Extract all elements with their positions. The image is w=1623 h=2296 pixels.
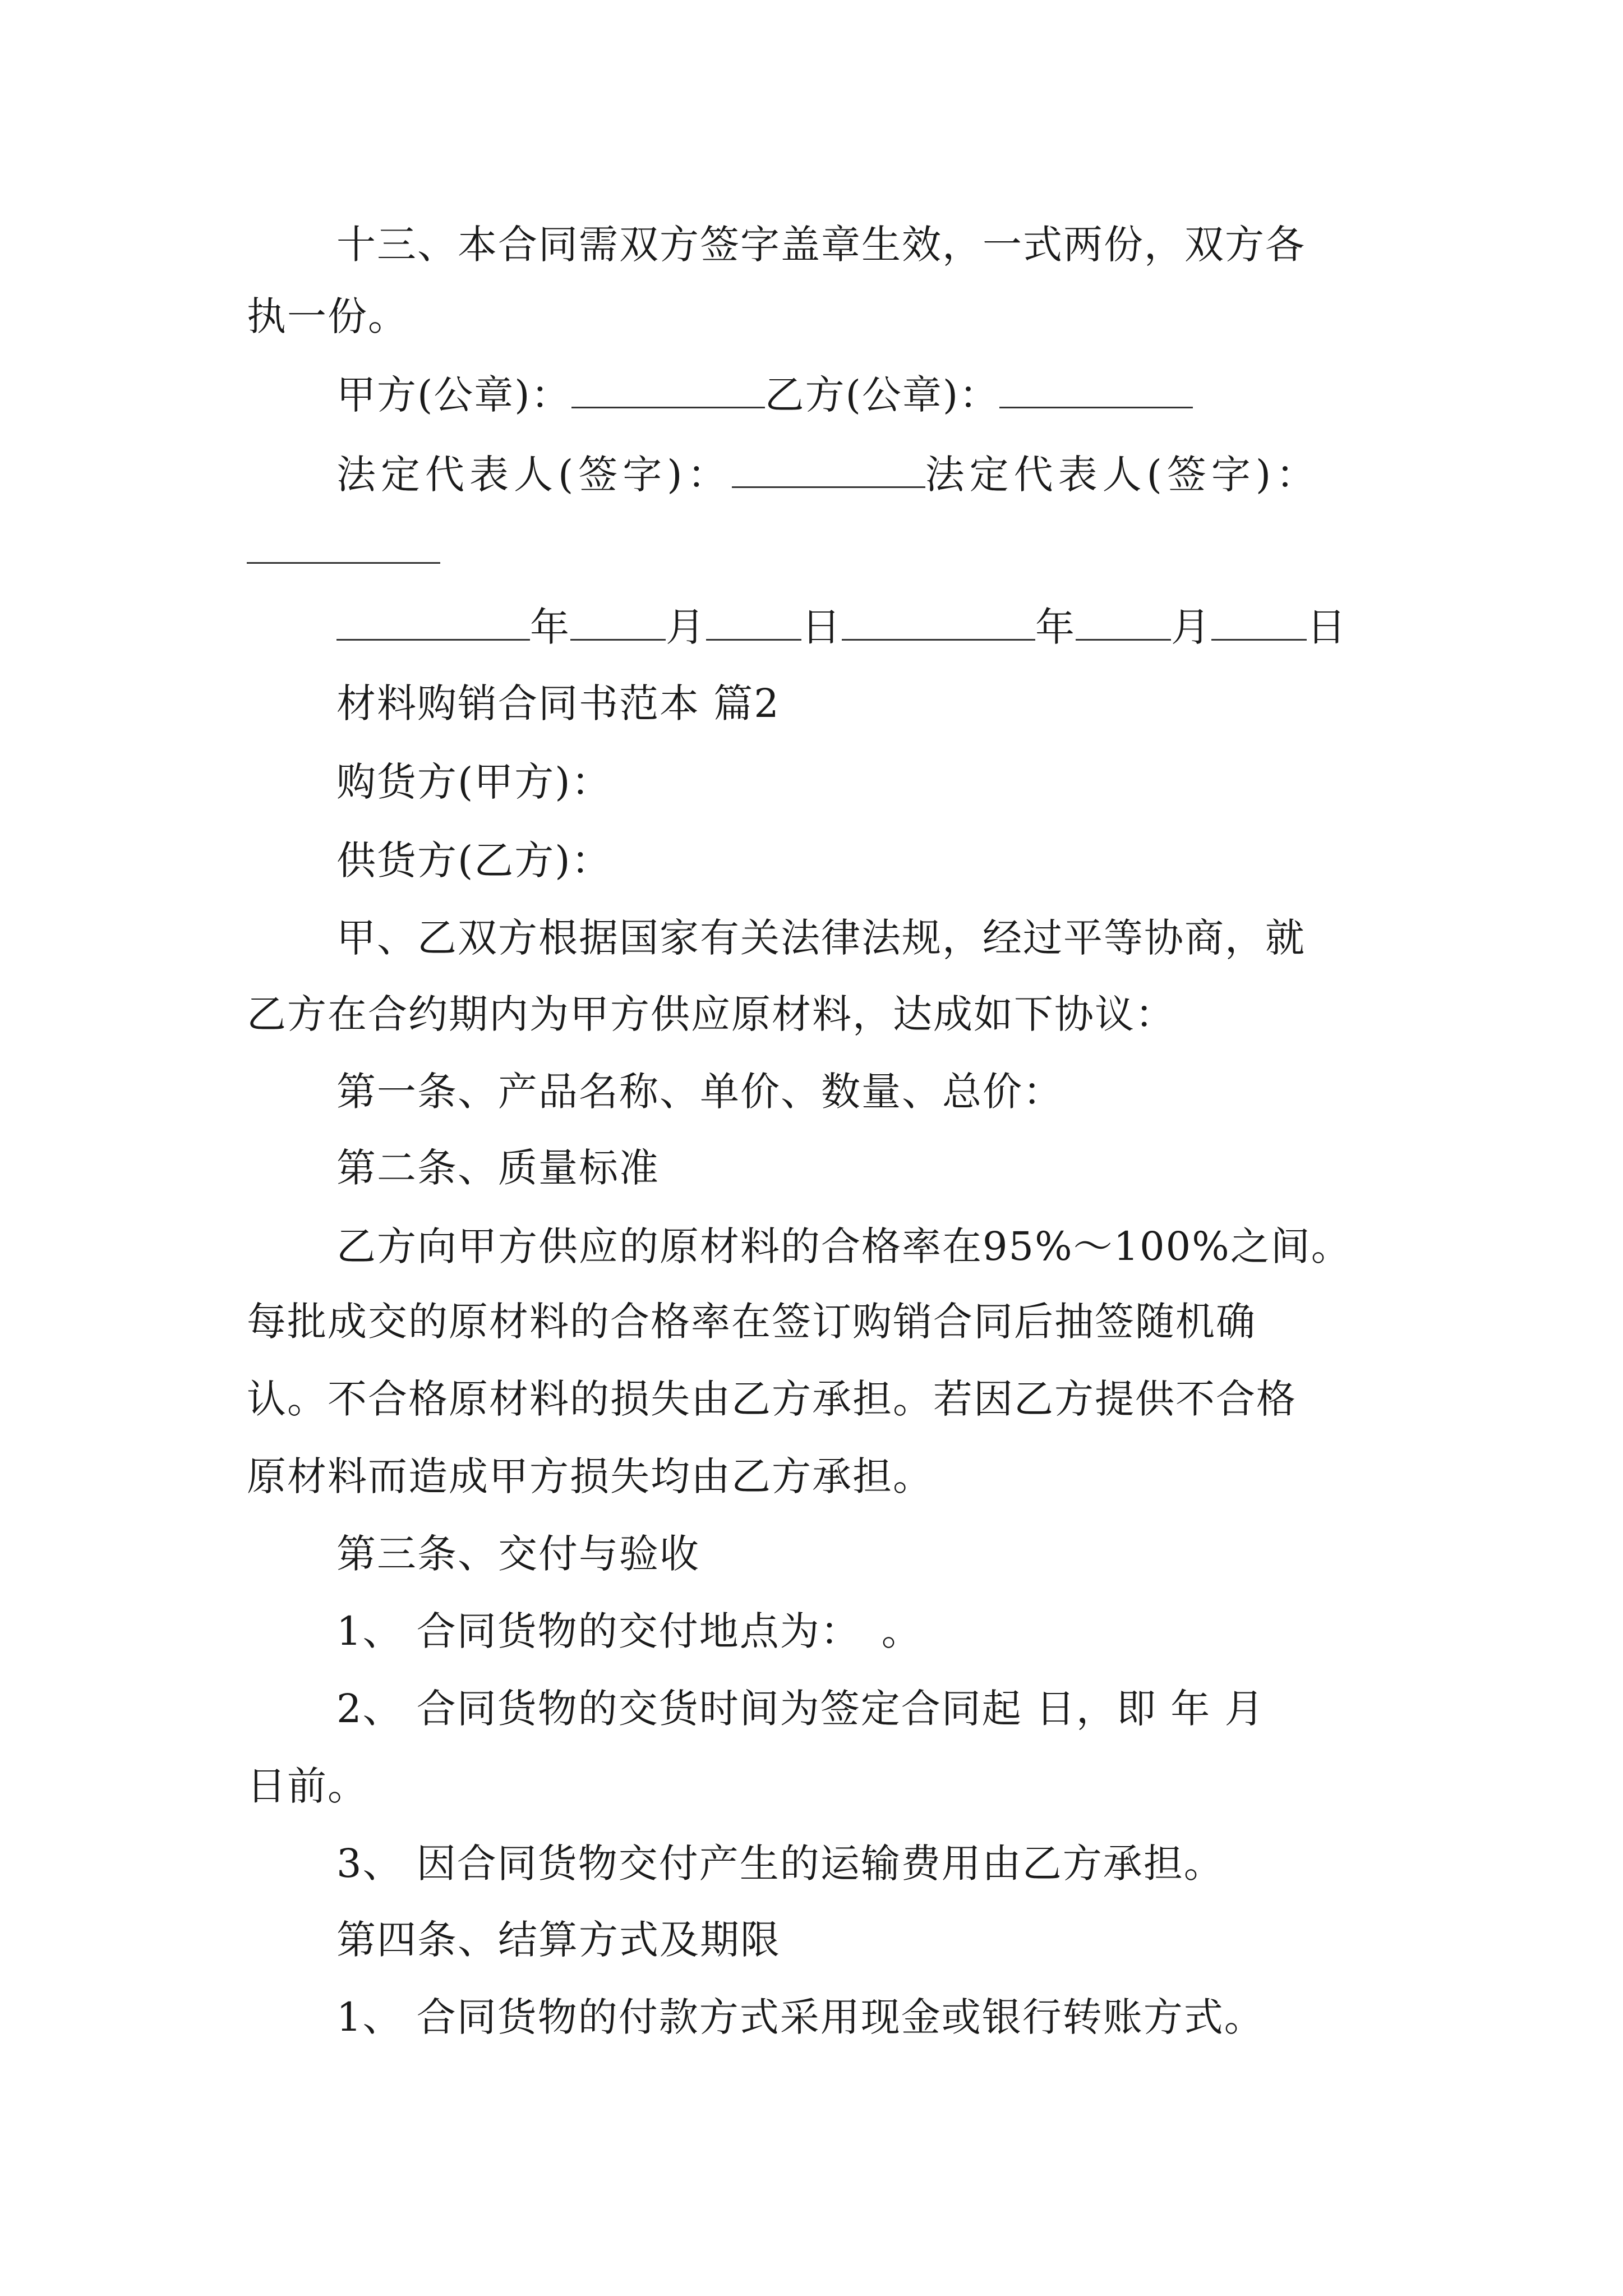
party-b-rep-label: 法定代表人(签字)：	[925, 452, 1321, 498]
article-3-item-2-line-1: 2、 合同货物的交货时间为签定合同起 日，即 年 月	[336, 1686, 1265, 1732]
article-2-heading: 第二条、质量标准	[336, 1145, 660, 1191]
clause-13-line-2: 执一份。	[247, 293, 408, 339]
article-3-item-2-line-2: 日前。	[247, 1763, 368, 1809]
intro-line-2: 乙方在合约期内为甲方供应原材料，达成如下协议：	[247, 991, 1175, 1037]
date-line	[336, 601, 1486, 653]
article-3-heading: 第三条、交付与验收	[336, 1531, 700, 1577]
date-a-month-blank	[570, 603, 666, 641]
clause-13-line-1: 十三、本合同需双方签字盖章生效，一式两份，双方各	[336, 222, 1306, 268]
party-b-rep-blank	[247, 562, 440, 564]
party-a-seal-blank	[571, 371, 765, 408]
seal-line	[336, 369, 1486, 421]
date-b-day-blank	[1211, 603, 1307, 641]
article-1-heading: 第一条、产品名称、单价、数量、总价：	[336, 1069, 1063, 1115]
party-b-seal-label: 乙方(公章)：	[764, 372, 1000, 418]
date-b-month-blank	[1076, 603, 1171, 641]
article-4-item-1: 1、 合同货物的付款方式采用现金或银行转账方式。	[336, 1994, 1265, 2040]
party-a-seal-label: 甲方(公章)：	[336, 372, 571, 418]
article-2-text-1: 乙方向甲方供应的原材料的合格率在95%～100%之间。	[336, 1223, 1352, 1269]
date-a-day-label: 日	[801, 604, 842, 650]
party-a-rep-label: 法定代表人(签字)：	[336, 452, 732, 498]
date-a-year-blank	[336, 603, 530, 641]
article-2-text-3: 认。不合格原材料的损失由乙方承担。若因乙方提供不合格	[247, 1376, 1297, 1422]
date-b-month-label: 月	[1171, 604, 1211, 650]
date-a-year-label: 年	[530, 604, 570, 650]
section-title-part-2: 材料购销合同书范本 篇2	[336, 680, 780, 726]
party-a-rep-blank	[732, 450, 925, 488]
article-3-item-1: 1、 合同货物的交付地点为： 。	[336, 1608, 922, 1654]
article-4-heading: 第四条、结算方式及期限	[336, 1917, 781, 1963]
article-3-item-3: 3、 因合同货物交付产生的运输费用由乙方承担。	[336, 1841, 1224, 1887]
buyer-line: 购货方(甲方)：	[336, 759, 612, 805]
date-a-day-blank	[706, 603, 801, 641]
intro-line-1: 甲、乙双方根据国家有关法律法规，经过平等协商，就	[336, 915, 1306, 961]
representative-line	[336, 449, 1486, 500]
date-a-month-label: 月	[666, 604, 706, 650]
date-b-day-label: 日	[1307, 604, 1347, 650]
article-2-text-2: 每批成交的原材料的合格率在签订购销合同后抽签随机确	[247, 1299, 1256, 1345]
date-b-year-blank	[842, 603, 1035, 641]
party-b-seal-blank	[999, 371, 1193, 408]
supplier-line: 供货方(乙方)：	[336, 838, 612, 884]
article-2-text-4: 原材料而造成甲方损失均由乙方承担。	[247, 1453, 933, 1499]
date-b-year-label: 年	[1035, 604, 1076, 650]
